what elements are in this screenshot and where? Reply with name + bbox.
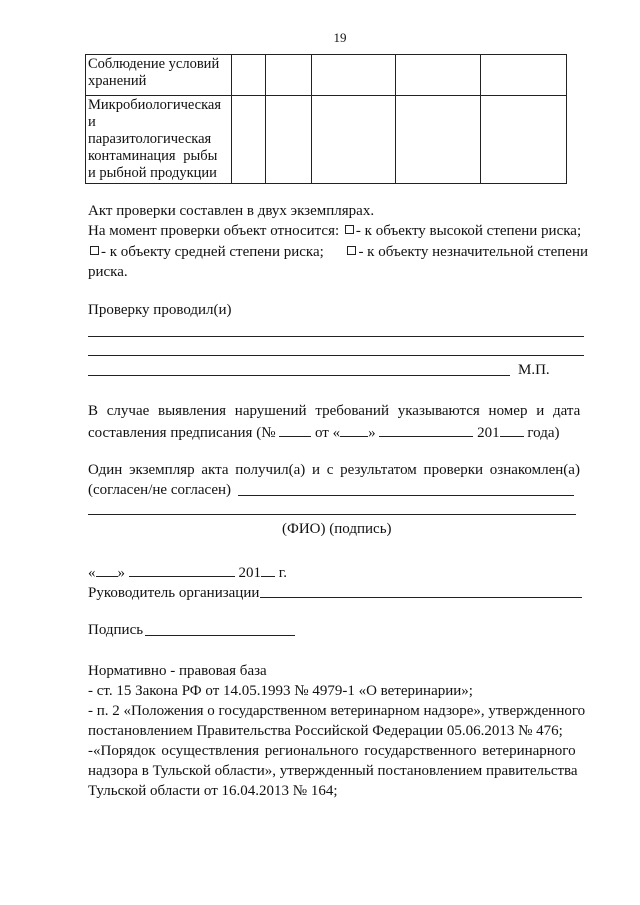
inspector-line-2 — [88, 355, 584, 356]
act-line-3 — [88, 242, 588, 262]
row-label-line: и — [88, 114, 96, 130]
legal-item-1: - ст. 15 Закона РФ от 14.05.1993 № 4979-1 «О ветеринарии»; — [88, 683, 473, 699]
row-label-line: и рыбной продукции — [88, 165, 217, 181]
date-text: г. — [278, 565, 287, 581]
table-cell — [232, 55, 266, 96]
copy-received-line-1: Один экземпляр акта получил(а) и с результатом проверки ознакомлен(а) — [88, 462, 580, 478]
act-line-1: Акт проверки составлен в двух экземплярах. — [88, 203, 375, 219]
date-text: » — [117, 565, 125, 581]
date-text: « — [88, 565, 96, 581]
violations-line-1 — [88, 401, 588, 421]
fio-caption: (ФИО) (подпись) — [282, 521, 392, 537]
date-year-blank — [261, 562, 275, 577]
year-blank — [500, 422, 524, 437]
violations-text: года) — [527, 425, 560, 441]
checkbox-icon — [345, 225, 354, 234]
act-line-4: риска. — [88, 264, 128, 280]
fio-line — [88, 514, 576, 515]
inspection-label: Проверку проводил(и) — [88, 302, 232, 318]
agreement-line — [238, 495, 574, 496]
table-row — [86, 96, 567, 184]
violations-text: составления предписания (№ — [88, 425, 276, 441]
act-line-3b: - к объекту незначительной степени — [358, 244, 588, 260]
table-cell — [396, 55, 481, 96]
legal-item-2a: - п. 2 «Положения о государственном ветеринарном надзоре», утвержденного — [88, 703, 586, 719]
head-line — [260, 597, 582, 598]
act-line-2 — [88, 221, 581, 241]
act-line-2b: - к объекту высокой степени риска; — [355, 223, 582, 239]
order-number-blank — [279, 422, 311, 437]
table-cell-label — [86, 55, 232, 96]
table-cell — [312, 55, 396, 96]
inspector-line-1 — [88, 336, 584, 337]
row-label-line: контаминация рыбы — [88, 148, 218, 164]
act-line-2a: На момент проверки объект относится: — [88, 223, 340, 239]
stamp-label: М.П. — [518, 362, 550, 378]
act-line-3a: - к объекту средней степени риска; — [101, 244, 324, 260]
row-label-line: Соблюдение условий — [88, 56, 220, 72]
inspector-line-3 — [88, 375, 510, 376]
table-cell — [266, 96, 312, 184]
legal-item-3b: надзора в Тульской области», утвержденный постановлением правительства — [88, 763, 578, 779]
table-cell — [312, 96, 396, 184]
row-label-line: паразитологическая — [88, 131, 212, 147]
inspection-table — [85, 54, 567, 184]
table-cell — [232, 96, 266, 184]
legal-item-3c: Тульской области от 16.04.2013 № 164; — [88, 783, 338, 799]
violations-text: 201 — [477, 425, 500, 441]
month-blank — [379, 422, 473, 437]
row-label-line: Микробиологическая — [88, 97, 222, 113]
table-cell-label — [86, 96, 232, 184]
checkbox-icon — [347, 246, 356, 255]
date-text: 201 — [238, 565, 261, 581]
violations-line-2 — [88, 422, 560, 443]
signature-line — [145, 635, 295, 636]
copy-received-line-2: (согласен/не согласен) — [88, 482, 232, 498]
legal-item-3a: -«Порядок осуществления регионального государственного ветеринарного — [88, 743, 576, 759]
head-label: Руководитель организации — [88, 585, 260, 601]
violations-text: от « — [315, 425, 341, 441]
legal-item-2b: постановлением Правительства Российской Федерации 05.06.2013 № 476; — [88, 723, 563, 739]
date-day-blank — [96, 562, 118, 577]
table-cell — [266, 55, 312, 96]
checkbox-icon — [90, 246, 99, 255]
table-cell — [396, 96, 481, 184]
date-month-blank — [129, 562, 235, 577]
date-line — [88, 562, 287, 583]
signature-label: Подпись — [88, 622, 144, 638]
table-cell — [481, 55, 567, 96]
violations-text: В случае выявления нарушений требований указываются номер и дата — [88, 403, 581, 419]
table-cell — [481, 96, 567, 184]
violations-text: » — [368, 425, 376, 441]
page-number: 19 — [333, 30, 347, 45]
day-blank — [340, 422, 368, 437]
legal-title: Нормативно - правовая база — [88, 663, 267, 679]
table-row — [86, 55, 567, 96]
row-label-line: хранений — [88, 73, 147, 89]
